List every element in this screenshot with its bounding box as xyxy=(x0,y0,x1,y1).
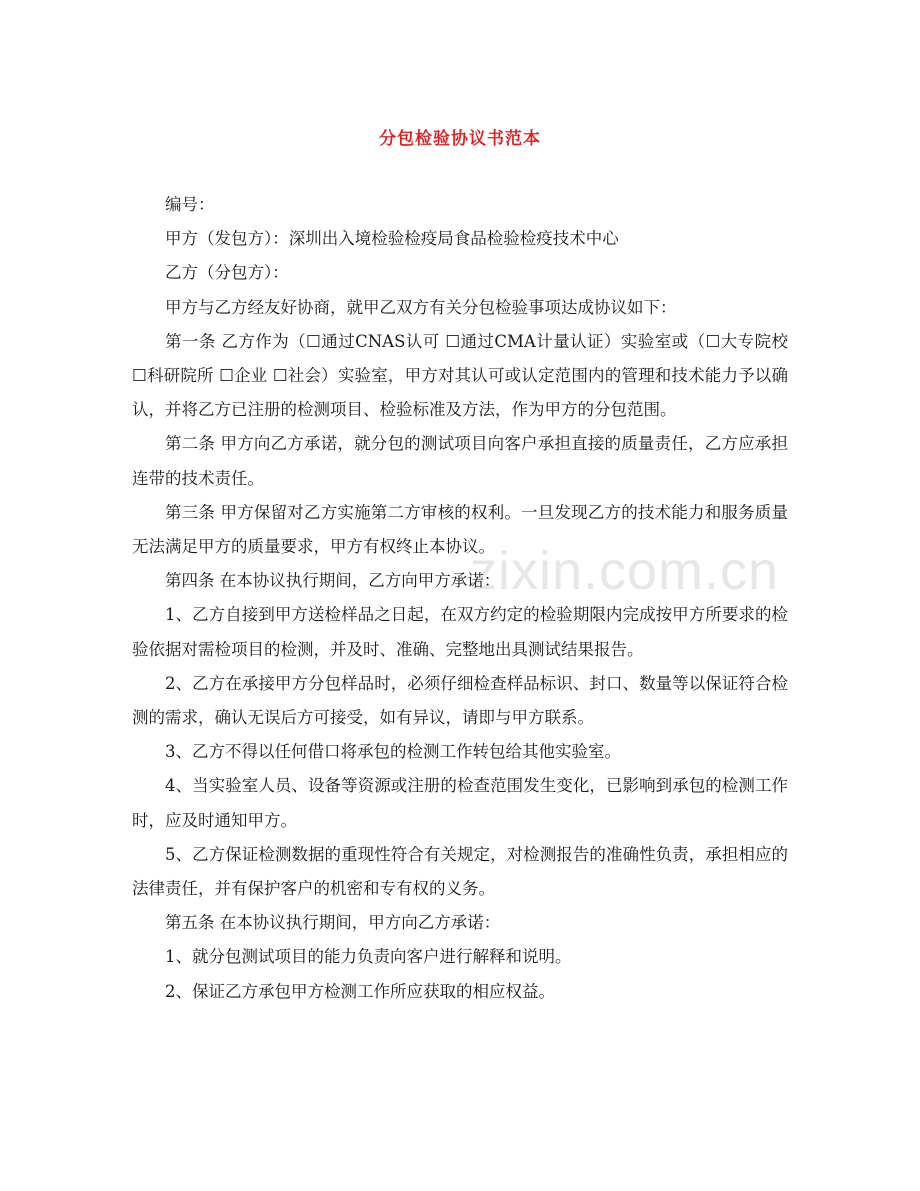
article-3-paragraph: 第三条 甲方保留对乙方实施第二方审核的权利。一旦发现乙方的技术能力和服务质量无法满足甲方的质量要求，甲方有权终止本协议。 xyxy=(132,502,788,557)
article-4-item-2: 2、乙方在承接甲方分包样品时，必须仔细检查样品标识、封口、数量等以保证符合检测的需求，确认无误后方可接受，如有异议，请即与甲方联系。 xyxy=(132,673,788,728)
article-5-item-2: 2、保证乙方承包甲方检测工作所应获取的相应权益。 xyxy=(165,981,555,1001)
document-title: 分包检验协议书范本 xyxy=(379,129,541,149)
preamble-paragraph: 甲方与乙方经友好协商，就甲乙双方有关分包检验事项达成协议如下： xyxy=(165,297,677,317)
article-2-paragraph: 第二条 甲方向乙方承诺，就分包的测试项目向客户承担直接的质量责任，乙方应承担连带的技术责任。 xyxy=(132,434,788,488)
watermark: zixin.com.cn xyxy=(470,541,780,601)
article-4-item-1: 1、乙方自接到甲方送检样品之日起，在双方约定的检验期限内完成按甲方所要求的检验依据对需检项目的检测，并及时、准确、完整地出具测试结果报告。 xyxy=(132,605,788,659)
article-4-item-4: 4、当实验室人员、设备等资源或注册的检查范围发生变化，已影响到承包的检测工作时，应及时通知甲方。 xyxy=(132,776,788,830)
article-1-paragraph: 第一条 乙方作为（☐通过CNAS认可 ☐通过CMA计量认证）实验室或（☐大专院校 ☐科研院所 ☐企业 ☐社会）实验室，甲方对其认可或认定范围内的管理和技术能力予以确认，并将乙方已注册的检测项目、检验标准及方法，作为甲方的分包范围。 xyxy=(132,331,788,420)
article-4-heading: 第四条 在本协议执行期间，乙方向甲方承诺： xyxy=(165,571,501,591)
party-a-line: 甲方（发包方）：深圳出入境检验检疫局食品检验检疫技术中心 xyxy=(165,229,619,249)
party-b-line: 乙方（分包方）： xyxy=(165,263,289,283)
article-5-heading: 第五条 在本协议执行期间，甲方向乙方承诺： xyxy=(165,913,501,933)
document-body xyxy=(132,188,788,1009)
article-4-item-5: 5、乙方保证检测数据的重现性符合有关规定，对检测报告的准确性负责，承担相应的法律责任，并有保护客户的机密和专有权的义务。 xyxy=(132,844,788,899)
serial-number-line: 编号： xyxy=(165,195,215,214)
article-5-item-1: 1、就分包测试项目的能力负责向客户进行解释和说明。 xyxy=(165,947,572,967)
article-4-item-3: 3、乙方不得以任何借口将承包的检测工作转包给其他实验室。 xyxy=(165,742,621,762)
